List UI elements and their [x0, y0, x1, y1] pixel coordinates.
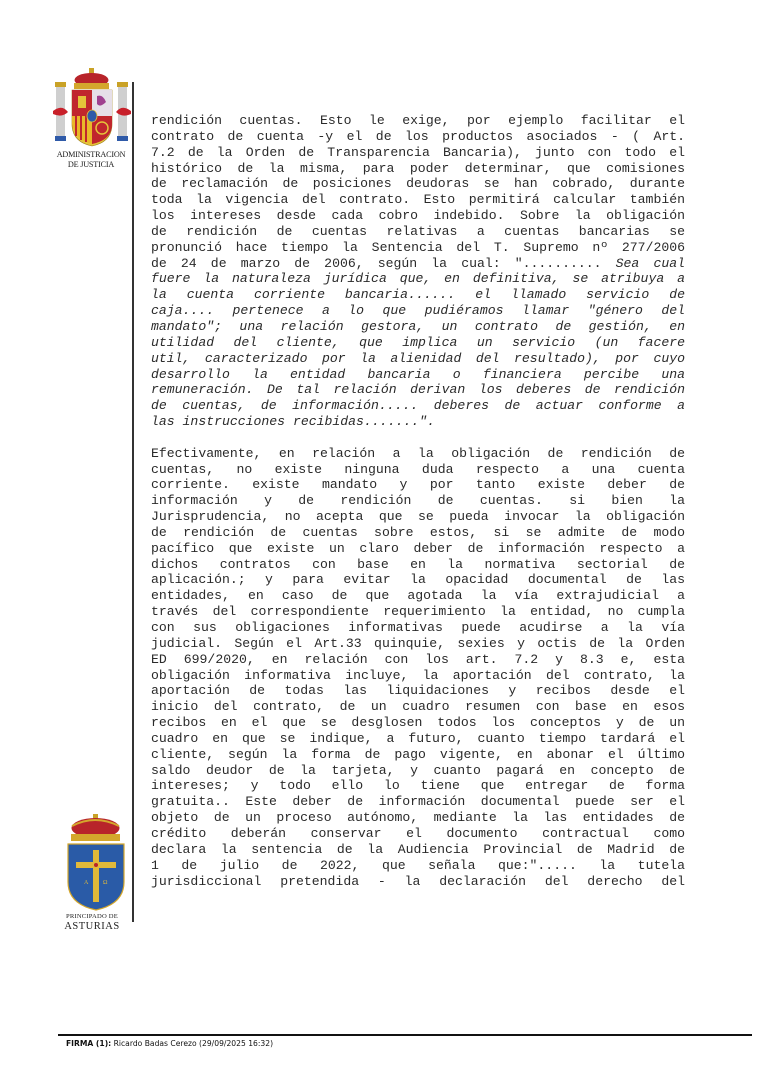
text-line: 7.2 de la Orden de Transparencia Bancaria), junto con todo el	[151, 144, 685, 160]
caption-line: DE JUSTICIA	[67, 159, 115, 169]
text-line: pacífico que existe un claro deber de información respecto a	[151, 540, 685, 556]
svg-text:Ω: Ω	[103, 880, 108, 886]
text-line: dichos contratos con base en la normativa sectorial de	[151, 556, 685, 572]
text-line: de rendición de cuentas relativas a cuentas bancarias se	[151, 223, 685, 239]
text-line: cuentas, no existe ninguna duda respecto a una cuenta	[151, 461, 685, 477]
quote-line: fuere la naturaleza jurídica que, en definitiva, se atribuya a	[151, 271, 685, 287]
text-line: obligación informativa incluye, la aportación del contrato, la	[151, 667, 685, 683]
text-line: contrato de cuenta -y el de los productos asociados - ( Art.	[151, 128, 685, 144]
text-line: jurisdiccional pretendida - la declaración del derecho del	[151, 873, 685, 889]
document-body	[151, 113, 685, 889]
text-line: Jurisprudencia, no acepta que se pueda invocar la obligación	[151, 509, 685, 525]
quote-run: Sea cual	[615, 255, 685, 271]
text-line: recibos en el que se desglosen todos los conceptos y de un	[151, 715, 685, 731]
text-line: con sus obligaciones informativas puede acudirse a la vía	[151, 620, 685, 635]
signature-value: Ricardo Badas Cerezo (29/09/2025 16:32)	[113, 1039, 274, 1048]
quote-line: remuneración. De tal relación derivan los deberes de rendición	[151, 382, 685, 398]
text-line: ED 699/2020, en relación con los art. 7.2 y 8.3 e, esta	[151, 651, 685, 667]
signature-label: FIRMA (1):	[66, 1039, 112, 1048]
quote-line: la cuenta corriente bancaria...... el llamado servicio de	[151, 287, 685, 303]
quote-line: util, caracterizado por la alienidad del resultado), por cuyo	[151, 350, 685, 366]
logo-caption-principado: PRINCIPADO DE	[65, 913, 118, 920]
quote-line: mandato"; una relación gestora, un contrato de gestión, en	[151, 318, 685, 334]
text-line: través del correspondiente requerimiento la entidad, no cumpla	[151, 604, 685, 620]
text-line: los intereses desde cada cobro indebido. Sobre la obligación	[151, 208, 685, 224]
text-line: de reclamación de posiciones deudoras se han cobrado, durante	[151, 176, 685, 192]
text-line: histórico de la misma, para poder determinar, que comisiones	[151, 160, 685, 176]
text-line: información y de rendición de cuentas. si bien la	[151, 493, 685, 509]
text-line: entidades, en caso de que agotada la vía extrajudicial a	[151, 588, 685, 604]
text-line: intereses; y todo ello lo tiene que entregar de forma	[151, 778, 685, 794]
quote-line: las instrucciones recibidas.......".	[151, 414, 435, 430]
caption-line: ADMINISTRACION	[56, 150, 126, 159]
paragraph-2	[151, 446, 685, 890]
svg-text:A: A	[84, 880, 89, 886]
quote-line: utilidad del cliente, que implica un servicio (un facere	[151, 334, 685, 350]
signature-line	[66, 1039, 273, 1048]
quote-line: de cuentas, de información..... deberes de actuar conforme a	[151, 398, 685, 414]
text-line: rendición cuentas. Esto le exige, por ejemplo facilitar el	[151, 113, 685, 128]
text-line: aplicación.; y para evitar la opacidad documental de las	[151, 572, 685, 588]
text-line	[151, 256, 685, 272]
text-run: de 24 de marzo de 2006, según la cual: "..........	[151, 255, 602, 271]
quote-line: desarrollo la entidad bancaria o financiera percibe una	[151, 366, 685, 382]
text-line: cliente, según la forma de pago vigente, en abonar el último	[151, 746, 685, 762]
text-line: de rendición de cuentas sobre estos, si se admite de modo	[151, 524, 685, 540]
text-line: aportación de todas las liquidaciones y recibos desde el	[151, 683, 685, 699]
margin-vertical-rule	[132, 82, 134, 922]
text-line: Efectivamente, en relación a la obligación de rendición de	[151, 445, 685, 461]
text-line: cuadro en que se indique, a futuro, cuanto tiempo tardará el	[151, 730, 685, 746]
text-line: saldo deudor de la tarjeta, y cuanto pagará en concepto de	[151, 762, 685, 778]
text-line: 1 de julio de 2022, que señala que:"..... la tutela	[151, 857, 685, 873]
logo-caption-asturias: ASTURIAS	[64, 921, 120, 932]
paragraph-1	[151, 113, 685, 430]
text-line: crédito deberán conservar el documento contractual como	[151, 825, 685, 841]
logo-caption-justicia	[48, 150, 134, 169]
text-line: declara la sentencia de la Audiencia Provincial de Madrid de	[151, 841, 685, 857]
text-line: pronunció hace tiempo la Sentencia del T. Supremo nº 277/2006	[151, 239, 685, 255]
text-line: toda la vigencia del contrato. Esto permitirá calcular también	[151, 192, 685, 208]
text-line: objeto de un proceso autónomo, mediante la las entidades de	[151, 810, 685, 826]
text-line: gratuita.. Este deber de información documental puede ser el	[151, 794, 685, 810]
text-line: inicio del contrato, de un cuadro resumen con base en esos	[151, 699, 685, 715]
text-line: judicial. Según el Art.33 quinquie, sexies y octis de la Orden	[151, 635, 685, 651]
quote-line: caja.... pertenece a lo que pudiéramos llamar "género del	[151, 303, 685, 319]
footer-rule	[58, 1034, 752, 1036]
text-line: corriente. existe mandato y por tanto existe deber de	[151, 477, 685, 493]
